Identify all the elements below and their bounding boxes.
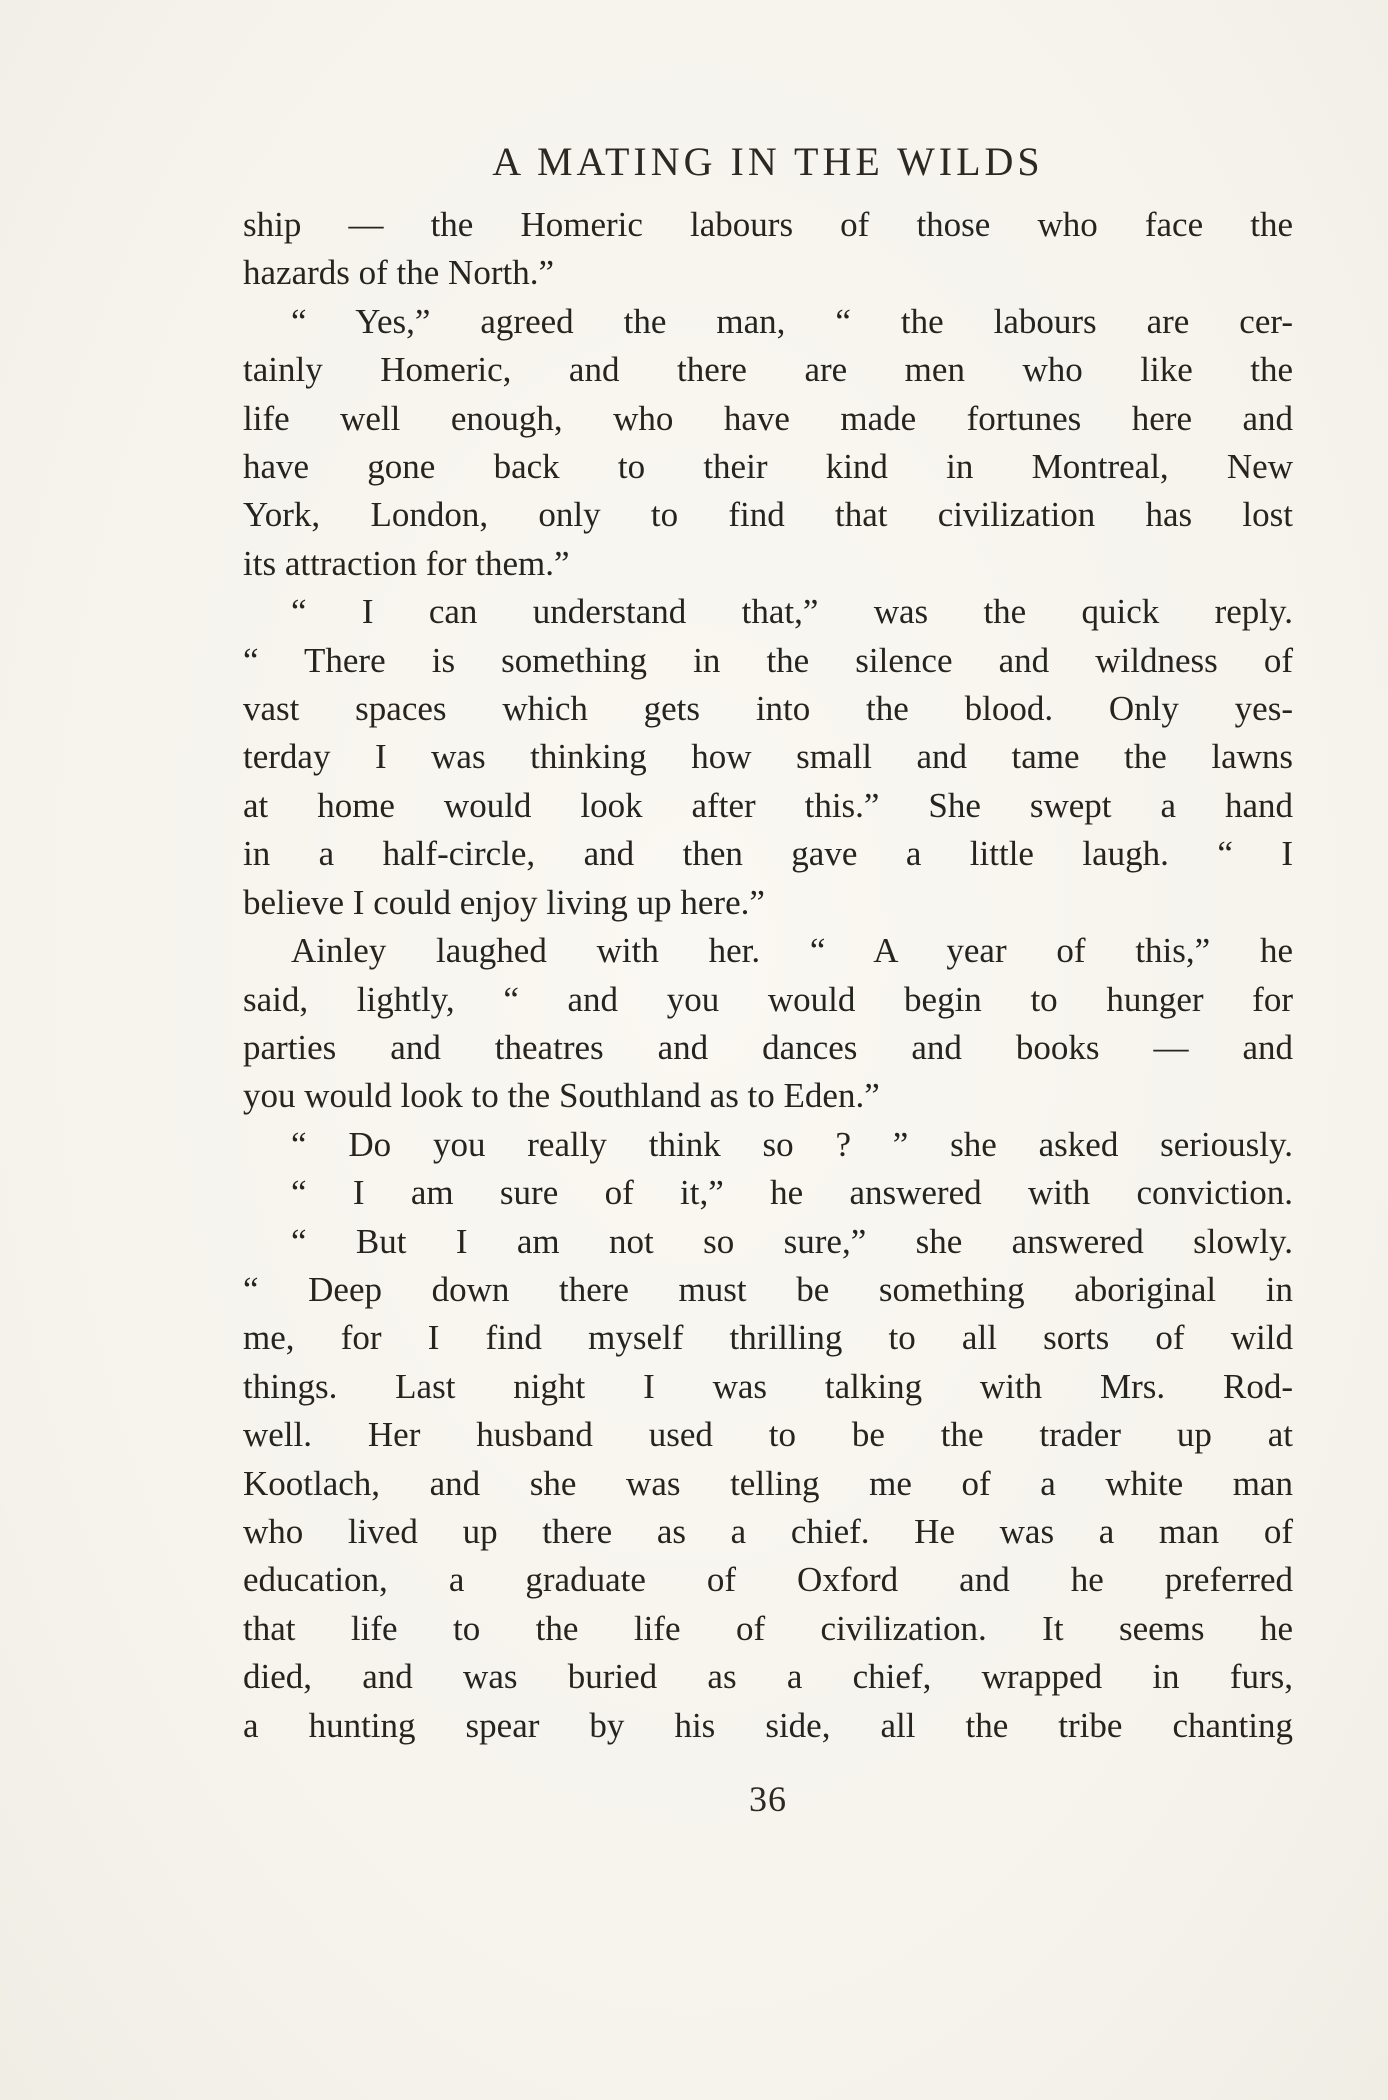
text-line: died, and was buried as a chief, wrapped in furs, <box>243 1657 1293 1697</box>
text-line: well. Her husband used to be the trader up at <box>243 1415 1293 1455</box>
text-line: said, lightly, “ and you would begin to hunger for <box>243 979 1293 1019</box>
text-line: ship — the Homeric labours of those who face the <box>243 205 1293 244</box>
text-line: vast spaces which gets into the blood. Only yes- <box>243 689 1293 729</box>
text-line: “ I am sure of it,” he answered with conviction. <box>291 1173 1293 1213</box>
page-body <box>243 201 1293 1750</box>
page-number: 36 <box>749 1779 787 1819</box>
page-header: A MATING IN THE WILDS <box>492 139 1044 184</box>
text-line: education, a graduate of Oxford and he preferred <box>243 1560 1293 1600</box>
text-line: “ Yes,” agreed the man, “ the labours are cer- <box>291 301 1293 341</box>
text-line: in a half-circle, and then gave a little laugh. “ I <box>243 834 1293 874</box>
text-line: you would look to the Southland as to Eden.” <box>243 1076 880 1116</box>
text-line: at home would look after this.” She swept a hand <box>243 785 1293 825</box>
text-line: tainly Homeric, and there are men who like the <box>243 350 1293 390</box>
text-line: “ Deep down there must be something aboriginal in <box>243 1269 1293 1309</box>
text-line: Ainley laughed with her. “ A year of this,” he <box>291 931 1293 971</box>
text-line: who lived up there as a chief. He was a man of <box>243 1511 1293 1551</box>
text-line: “ There is something in the silence and wildness of <box>243 640 1293 680</box>
text-line: believe I could enjoy living up here.” <box>243 882 765 922</box>
text-line: terday I was thinking how small and tame the lawns <box>243 737 1293 777</box>
text-block <box>243 138 1293 1820</box>
text-line: “ Do you really think so ? ” she asked seriously. <box>291 1124 1293 1164</box>
text-line: me, for I find myself thrilling to all sorts of wild <box>243 1318 1293 1358</box>
text-line: have gone back to their kind in Montreal, New <box>243 447 1293 487</box>
text-line: a hunting spear by his side, all the tribe chanting <box>243 1705 1293 1745</box>
text-line: things. Last night I was talking with Mrs. Rod- <box>243 1366 1293 1406</box>
text-line: parties and theatres and dances and books — and <box>243 1027 1293 1067</box>
text-line: “ But I am not so sure,” she answered slowly. <box>291 1221 1293 1261</box>
text-line: hazards of the North.” <box>243 253 554 293</box>
text-line: “ I can understand that,” was the quick reply. <box>291 592 1293 632</box>
text-line: life well enough, who have made fortunes here and <box>243 398 1293 438</box>
text-line: Kootlach, and she was telling me of a white man <box>243 1463 1293 1503</box>
text-line: York, London, only to find that civilization has lost <box>243 495 1293 535</box>
text-line: its attraction for them.” <box>243 543 570 583</box>
text-line: that life to the life of civilization. It seems he <box>243 1608 1293 1648</box>
